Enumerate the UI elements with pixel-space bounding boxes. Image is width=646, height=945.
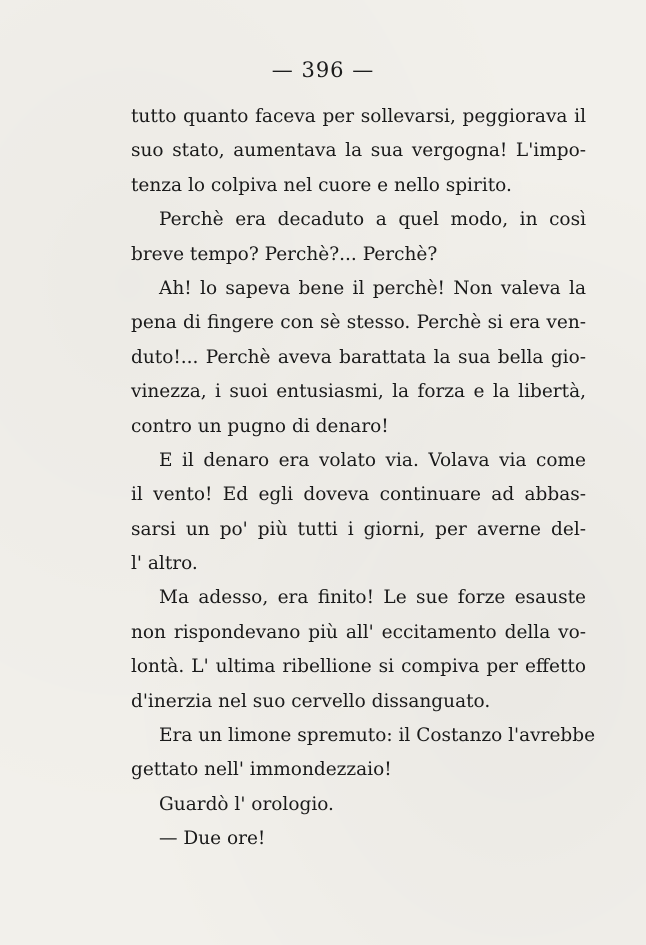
text-line: Ma adesso, era finito! Le sue forze esauste bbox=[159, 587, 586, 609]
text-line: Ah! lo sapeva bene il perchè! Non valeva la bbox=[159, 277, 586, 299]
text-line: contro un pugno di denaro! bbox=[131, 415, 389, 437]
text-line: l' altro. bbox=[131, 553, 198, 575]
text-line: breve tempo? Perchè?... Perchè? bbox=[131, 243, 438, 265]
text-line: d'inerzia nel suo cervello dissanguato. bbox=[131, 690, 491, 712]
page-number: — 396 — bbox=[271, 58, 375, 82]
text-line: duto!... Perchè aveva barattata la sua bella gio- bbox=[131, 346, 586, 368]
text-line: — Due ore! bbox=[159, 828, 266, 850]
text-line: E il denaro era volato via. Volava via come bbox=[159, 449, 586, 471]
text-line: gettato nell' immondezzaio! bbox=[131, 759, 392, 781]
text-line: Era un limone spremuto: il Costanzo l'avrebbe bbox=[159, 725, 596, 747]
text-line: suo stato, aumentava la sua vergogna! L'impo- bbox=[131, 140, 586, 162]
text-line: vinezza, i suoi entusiasmi, la forza e la libertà, bbox=[131, 381, 586, 403]
text-line: lontà. L' ultima ribellione si compiva per effetto bbox=[131, 656, 586, 678]
text-line: tenza lo colpiva nel cuore e nello spirito. bbox=[131, 174, 512, 196]
text-line: il vento! Ed egli doveva continuare ad abbas- bbox=[131, 484, 586, 506]
text-line: pena di fingere con sè stesso. Perchè si era ven- bbox=[131, 312, 586, 334]
text-line: Guardò l' orologio. bbox=[159, 793, 334, 815]
text-line: tutto quanto faceva per sollevarsi, peggiorava il bbox=[131, 106, 586, 127]
body-text bbox=[131, 100, 596, 857]
text-line: non rispondevano più all' eccitamento della vo- bbox=[131, 621, 586, 643]
text-line: Perchè era decaduto a quel modo, in così bbox=[159, 209, 586, 231]
text-line: sarsi un po' più tutti i giorni, per averne del- bbox=[131, 518, 586, 540]
